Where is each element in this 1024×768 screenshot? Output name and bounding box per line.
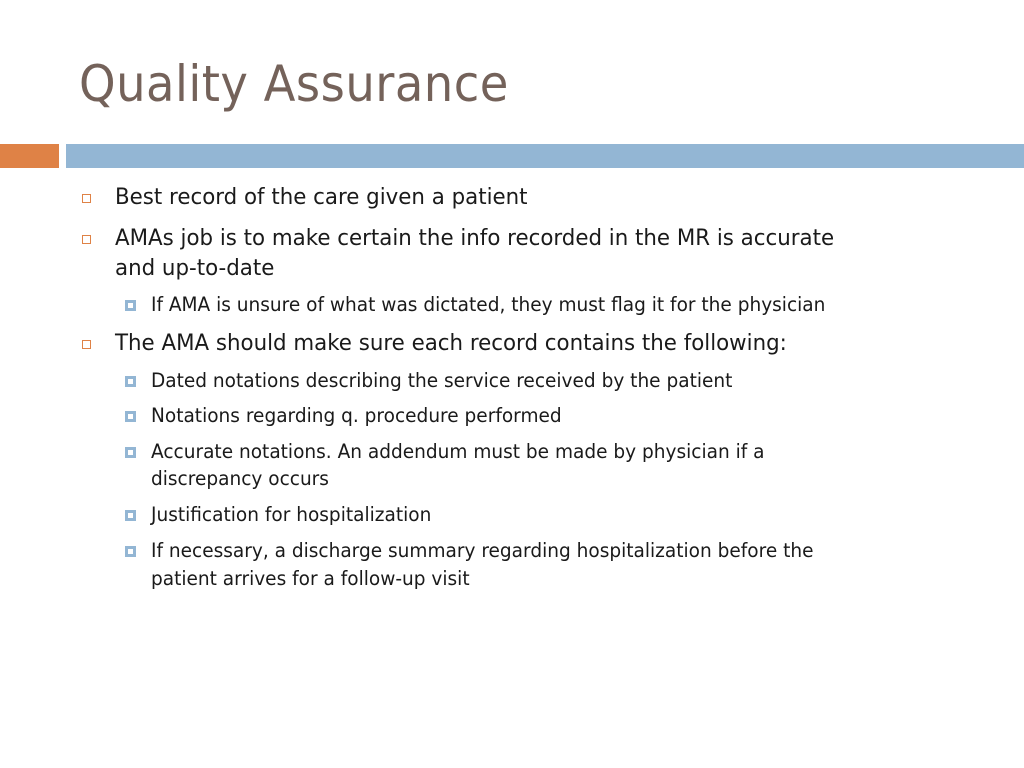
filled-square-bullet-icon	[125, 546, 136, 557]
bullet-item	[115, 329, 808, 359]
sub-bullet-item	[151, 367, 763, 394]
sub-bullet-item	[151, 402, 583, 429]
filled-square-bullet-icon	[125, 447, 136, 458]
slide-title: Quality Assurance	[79, 55, 509, 113]
bullet-item	[115, 224, 856, 254]
hollow-square-bullet-icon	[82, 194, 91, 203]
filled-square-bullet-icon	[125, 300, 136, 311]
bullet-text: The AMA should make sure each record contains the following:	[115, 331, 787, 356]
sub-bullet-text: Dated notations describing the service received by the patient	[151, 369, 733, 392]
hollow-square-bullet-icon	[82, 235, 91, 244]
sub-bullet-text-continuation: discrepancy occurs	[151, 467, 329, 490]
sub-bullet-text: If AMA is unsure of what was dictated, they must flag it for the physician	[151, 293, 826, 316]
sub-bullet-text: Accurate notations. An addendum must be made by physician if a	[151, 440, 765, 463]
bullet-item	[115, 183, 540, 213]
sub-bullet-item	[151, 291, 861, 318]
hollow-square-bullet-icon	[82, 340, 91, 349]
bullet-text-continuation: and up-to-date	[115, 256, 275, 281]
accent-bar-blue	[66, 144, 1024, 168]
accent-bar-orange	[0, 144, 59, 168]
sub-bullet-item	[151, 537, 848, 564]
sub-bullet-item	[151, 501, 446, 528]
sub-bullet-item	[151, 438, 797, 465]
sub-bullet-text: Notations regarding q. procedure performed	[151, 404, 562, 427]
sub-bullet-text: Justification for hospitalization	[151, 503, 432, 526]
filled-square-bullet-icon	[125, 376, 136, 387]
sub-bullet-text-continuation: patient arrives for a follow-up visit	[151, 567, 470, 590]
filled-square-bullet-icon	[125, 510, 136, 521]
sub-bullet-text: If necessary, a discharge summary regarding hospitalization before the	[151, 539, 814, 562]
filled-square-bullet-icon	[125, 411, 136, 422]
bullet-text: Best record of the care given a patient	[115, 185, 528, 210]
bullet-text: AMAs job is to make certain the info recorded in the MR is accurate	[115, 226, 835, 251]
